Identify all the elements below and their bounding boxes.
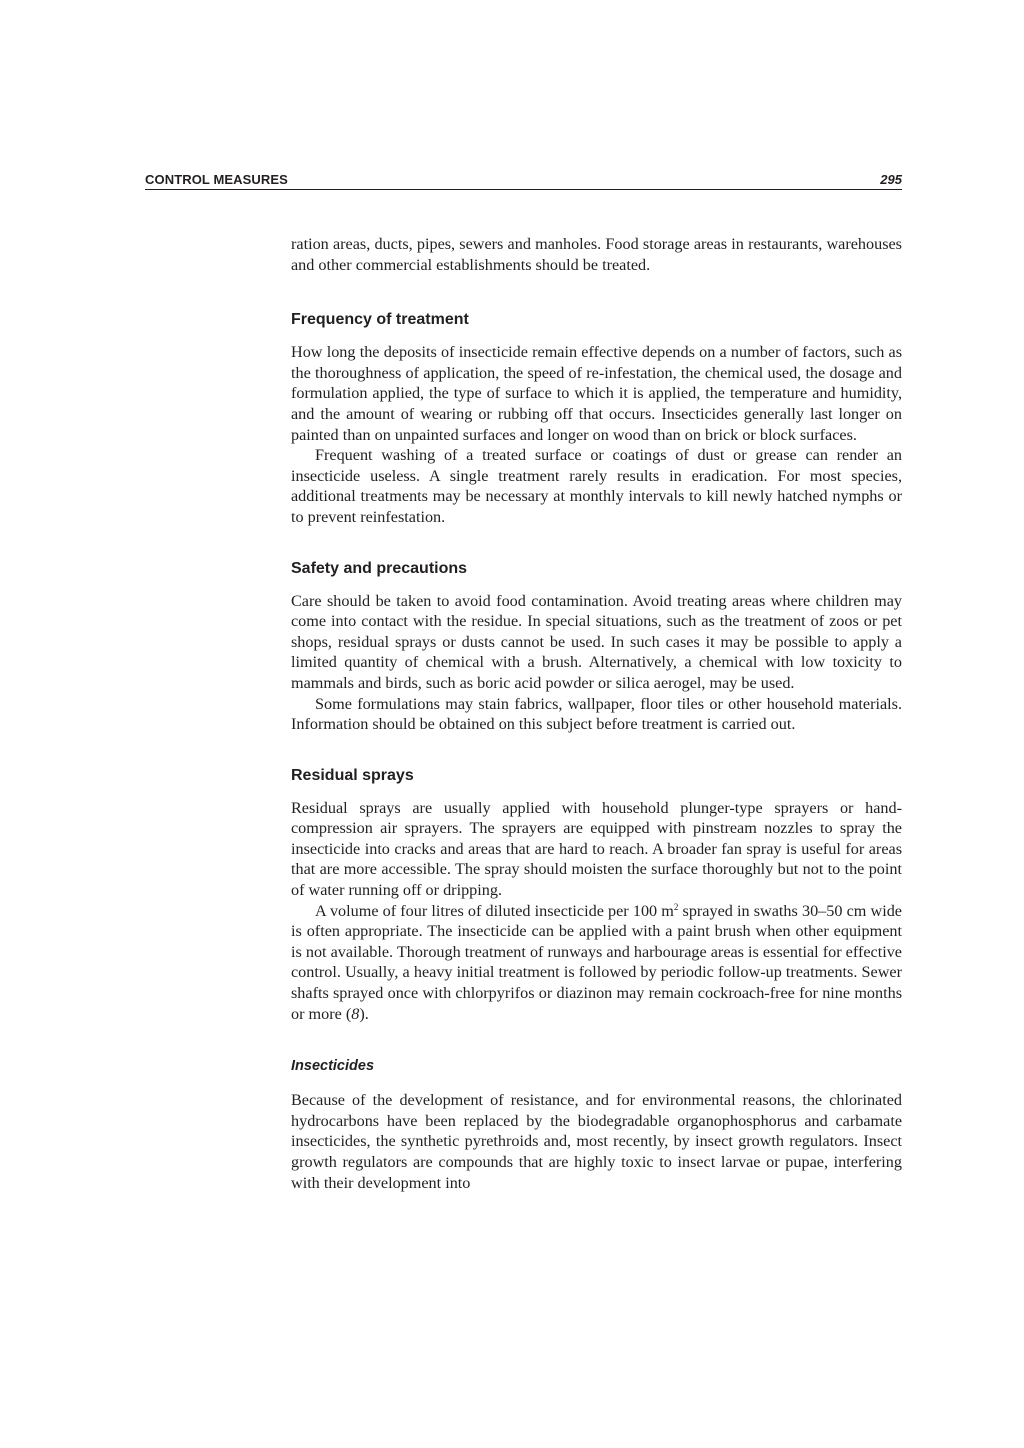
residual-paragraph-2-end: ). [359, 1004, 369, 1023]
subheading-insecticides: Insecticides [291, 1058, 375, 1075]
running-head-section-title: CONTROL MEASURES [145, 172, 288, 187]
residual-paragraph-1: Residual sprays are usually applied with household plunger-type sprayers or hand-compression air sprayers. The sprayers are equipped with pinstream nozzles to spray the insecticide into cracks and areas that are hard to reach. A broader fan spray is useful for areas that are more accessible. The spray should moisten the surface thoroughly but not to the point of water running off or dripping. [291, 798, 902, 900]
residual-paragraph-2 [291, 901, 902, 1025]
frequency-paragraph-2: Frequent washing of a treated surface or coatings of dust or grease can render an insecticide useless. A single treatment rarely results in eradication. For most species, additional treatments may be necessary at monthly intervals to kill newly hatched nymphs or to prevent reinfestation. [291, 446, 902, 526]
superscript-squared: 2 [673, 901, 679, 912]
heading-residual-sprays: Residual sprays [291, 766, 414, 784]
residual-paragraph-2-start: A volume of four litres of diluted insecticide per 100 m [315, 901, 674, 920]
insecticides-paragraph-1: Because of the development of resistance, and for environmental reasons, the chlorinated hydrocarbons have been replaced by the biodegradable organophosphorus and carbamate insecticides, the synthetic pyrethroids and, most recently, by insect growth regulators. Insect growth regulators are compounds that are highly toxic to insect larvae or pupae, interfering with their development into [291, 1091, 902, 1192]
heading-frequency-of-treatment: Frequency of treatment [291, 311, 469, 329]
page-number: 295 [880, 172, 902, 187]
safety-paragraph-1: Care should be taken to avoid food contamination. Avoid treating areas where children may come into contact with the residue. In special situations, such as the treatment of zoos or pet shops, residual sprays or dusts cannot be used. In such cases it may be possible to apply a limited quantity of chemical with a brush. Alternatively, a chemical with low toxicity to mammals and birds, such as boric acid powder or silica aerogel, may be used. [291, 591, 902, 692]
body-text [291, 234, 902, 1193]
residual-paragraph-2-middle: sprayed in swaths 30–50 cm wide is often appropriate. The insecticide can be applied with a paint brush when other equipment is not available. Thorough treatment of runways and harbourage areas is essential for effective control. Usually, a heavy initial treatment is followed by periodic follow-up treatments. Sewer shafts sprayed once with chlorpyrifos or diazinon may remain cockroach-free for nine months or more ( [291, 901, 902, 1023]
safety-paragraph-2: Some formulations may stain fabrics, wallpaper, floor tiles or other household materials. Information should be obtained on this subject before treatment is carried out. [291, 694, 902, 734]
heading-safety-and-precautions: Safety and precautions [291, 559, 468, 577]
intro-paragraph: ration areas, ducts, pipes, sewers and manholes. Food storage areas in restaurants, warehouses and other commercial establishments should be treated. [291, 235, 902, 274]
reference-number: 8 [351, 1004, 360, 1023]
running-head [145, 172, 902, 190]
frequency-paragraph-1: How long the deposits of insecticide remain effective depends on a number of factors, such as the thoroughness of application, the speed of re-infestation, the chemical used, the dosage and formulation applied, the type of surface to which it is applied, the temperature and humidity, and the amount of wearing or rubbing off that occurs. Insecticides generally last longer on painted than on unpainted surfaces and longer on wood than on brick or block surfaces. [291, 343, 902, 444]
